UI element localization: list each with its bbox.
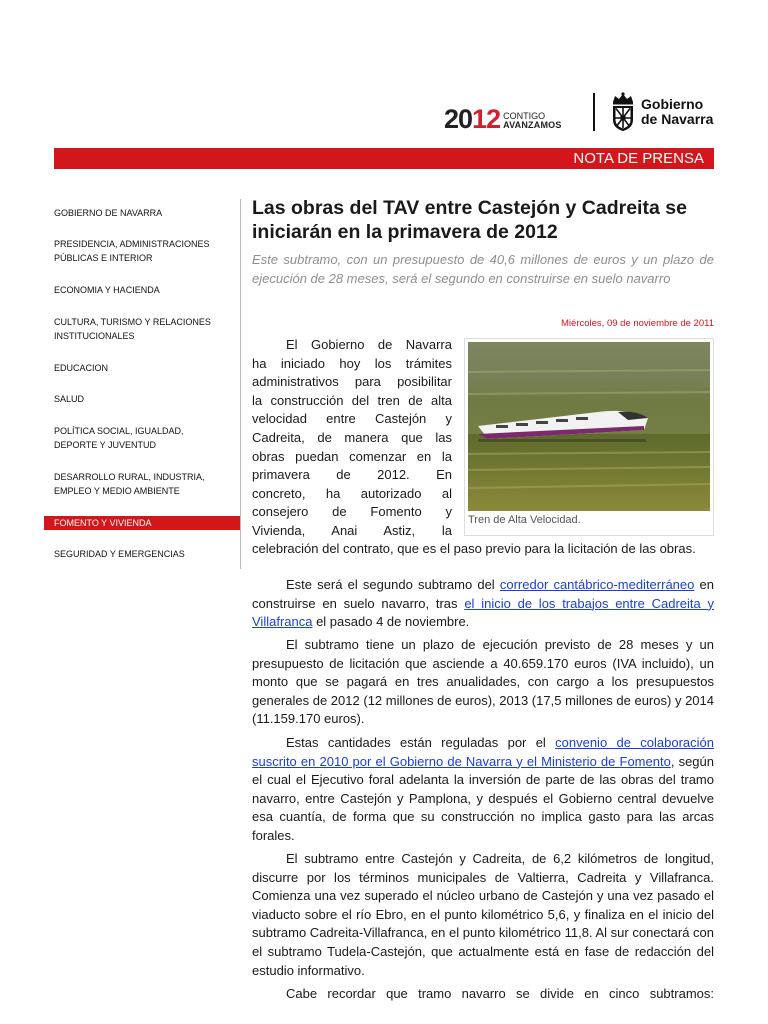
p1-line: primavera de 2012. En <box>252 467 452 483</box>
logo-year <box>444 106 500 133</box>
gobierno-de-navarra-logo <box>610 92 713 132</box>
sidebar-item-politica-social[interactable]: POLÍTICA SOCIAL, IGUALDAD, DEPORTE Y JUVENTUD <box>54 426 184 450</box>
paragraph-1-narrow <box>252 336 452 541</box>
sidebar-item-gobierno-de-navarra[interactable]: GOBIERNO DE NAVARRA <box>54 208 163 218</box>
paragraph-1-tail: celebración del contrato, que es el paso previo para la licitación de las obras. <box>252 541 696 556</box>
p1-line: la construcción del tren de alta <box>252 392 452 408</box>
sidebar-item-presidencia[interactable]: PRESIDENCIA, ADMINISTRACIONES PÚBLICAS E INTERIOR <box>54 239 210 263</box>
p1-line: ha iniciado hoy los trámites <box>252 355 452 371</box>
header-divider <box>593 93 595 131</box>
gobierno-name-line1: Gobierno <box>641 96 704 112</box>
p4-text-b: , según el cual el Ejecutivo foral adelanta la inversión de parte de las obras del tramo navarro, entre Castejón y Pamplona, y después el Gobierno central devuelve esa cuantía, de forma que su construcción no implica gasto para las arcas forales. <box>252 753 714 843</box>
paragraph-2 <box>252 576 714 632</box>
sidebar-item-salud[interactable]: SALUD <box>54 394 85 404</box>
logo-year-part1: 20 <box>444 104 473 134</box>
paragraph-6: Cabe recordar que tramo navarro se divide en cinco subtramos: <box>286 986 714 1001</box>
sidebar-nav <box>44 199 241 569</box>
article-photo <box>464 338 714 536</box>
p1-line: concreto, ha autorizado al <box>252 485 452 501</box>
logo-year-part2: 12 <box>472 104 501 134</box>
logo-2012-contigo-avanzamos <box>444 99 562 133</box>
article-date: Miércoles, 09 de noviembre de 2011 <box>561 318 714 329</box>
article-subtitle: Este subtramo, con un presupuesto de 40,6 millones de euros y un plazo de ejecución de 28 meses, será el segundo en construirse en suelo navarro <box>252 252 714 286</box>
paragraph-3: El subtramo tiene un plazo de ejecución previsto de 28 meses y un presupuesto de licitación que asciende a 40.659.170 euros (IVA incluido), un monto que se pagará en tres anualidades, con cargo a los presupuestos generales de 2012 (12 millones de euros), 2013 (17,5 millones de euros) y 2014 (11.159.170 euros). <box>252 637 714 727</box>
p4-text-a: Estas cantidades están reguladas por el <box>286 735 556 750</box>
p1-line: obras puedan comenzar en la <box>252 448 452 464</box>
sidebar-item-educacion[interactable]: EDUCACION <box>54 363 109 373</box>
sidebar-item-cultura-turismo[interactable]: CULTURA, TURISMO Y RELACIONES INSTITUCIONALES <box>54 317 211 341</box>
logo-word-contigo: CONTIGO <box>503 111 546 121</box>
p1-line: El Gobierno de Navarra <box>286 337 452 352</box>
navarra-coat-of-arms-icon <box>610 92 636 132</box>
article-title: Las obras del TAV entre Castejón y Cadreita se iniciarán en la primavera de 2012 <box>252 197 687 243</box>
sidebar-item-desarrollo-rural[interactable]: DESARROLLO RURAL, INDUSTRIA, EMPLEO Y MEDIO AMBIENTE <box>54 472 205 496</box>
p2-text-c: el pasado 4 de noviembre. <box>312 614 470 630</box>
p1-line: velocidad entre Castejón y <box>252 411 452 427</box>
sidebar-item-economia-hacienda[interactable]: ECONOMIA Y HACIENDA <box>54 285 160 295</box>
gobierno-name <box>641 97 713 127</box>
nota-de-prensa-banner: NOTA DE PRENSA <box>54 148 714 169</box>
photo-caption: Tren de Alta Velocidad. <box>468 514 581 526</box>
logo-words <box>503 112 561 130</box>
link-convenio-colaboracion[interactable]: convenio de colaboración suscrito en 2010 por el Gobierno de Navarra y el Ministerio de Fomento <box>252 735 714 769</box>
p1-line: administrativos para posibilitar <box>252 374 452 390</box>
p2-text-b: en construirse en suelo navarro, tras <box>252 577 714 611</box>
paragraph-5: El subtramo entre Castejón y Cadreita, de 6,2 kilómetros de longitud, discurre por los términos municipales de Valtierra, Cadreita y Villafranca. Comienza una vez superado el núcleo urbano de Castejón y una vez pasado el viaducto sobre el río Ebro, en el punto kilométrico 5,6, y finaliza en el inicio del subtramo Cadreita-Villafranca, en el punto kilométrico 11,8. Al sur conectará con el subtramo Tudela-Castejón, que actualmente está en fase de redacción del estudio informativo. <box>252 851 714 978</box>
train-photo-image <box>468 342 710 511</box>
link-inicio-trabajos-cadreita-villafranca[interactable]: el inicio de los trabajos entre Cadreita y Villafranca <box>252 595 714 630</box>
p1-line: Vivienda, Anai Astiz, la <box>252 522 452 538</box>
p1-line: Cadreita, de manera que las <box>252 429 452 445</box>
paragraph-4 <box>252 734 714 846</box>
p2-text-a: Este será el segundo subtramo del <box>286 577 500 592</box>
p1-line: consejero de Fomento y <box>252 504 452 520</box>
sidebar-item-fomento-vivienda[interactable]: FOMENTO Y VIVIENDA <box>44 516 240 530</box>
gobierno-name-line2: de Navarra <box>641 111 714 127</box>
logo-word-avanzamos: AVANZAMOS <box>503 120 562 130</box>
sidebar-item-seguridad-emergencias[interactable]: SEGURIDAD Y EMERGENCIAS <box>54 549 185 559</box>
link-corredor-cantabrico-mediterraneo[interactable]: corredor cantábrico-mediterráneo <box>499 577 695 592</box>
